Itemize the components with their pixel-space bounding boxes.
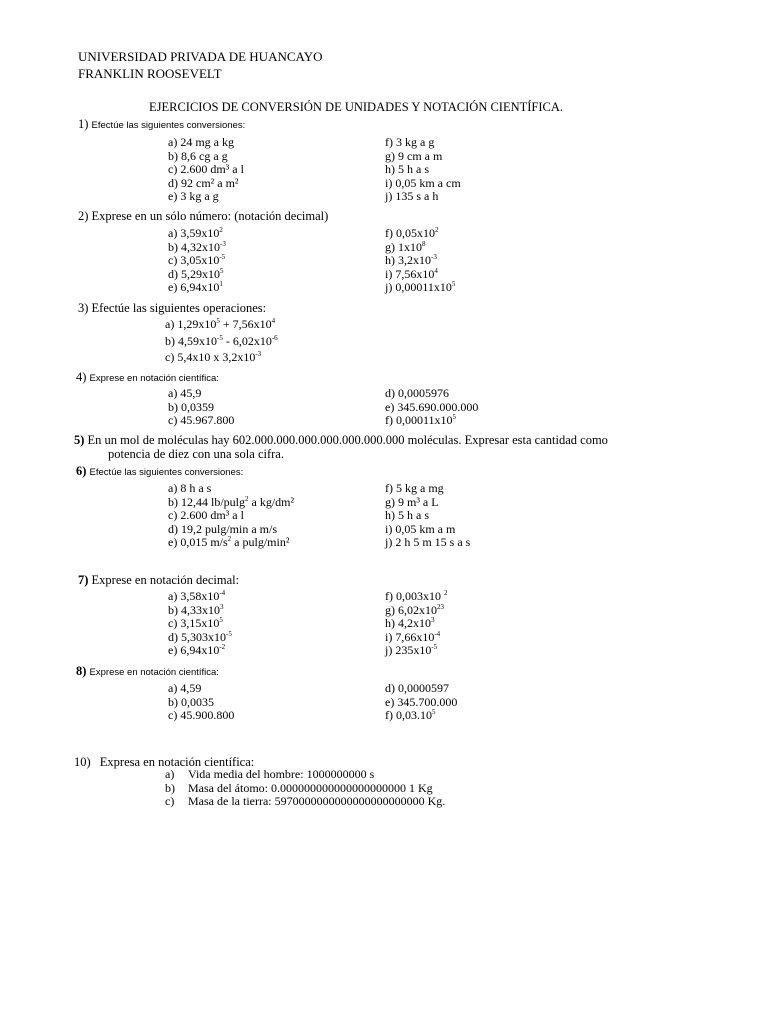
university-name: UNIVERSIDAD PRIVADA DE HUANCAYO (78, 49, 323, 64)
list-item (385, 509, 429, 523)
item-text: a) 45,9 (168, 386, 202, 400)
list-item (165, 351, 261, 365)
list-item (385, 496, 439, 510)
item-text: a) (165, 767, 175, 781)
item-text: h) 3,2x10 (385, 253, 431, 268)
question-number: 6) (76, 464, 87, 478)
item-text: d) 19,2 pulg/min a m/s (168, 521, 277, 536)
list-item (168, 509, 244, 523)
item-text: a) 4,59 (168, 681, 202, 695)
question-8-heading (76, 664, 219, 680)
item-text: b) 4,33x10 (168, 602, 220, 617)
list-item (385, 482, 444, 496)
item-text: a) 3,59x10 (168, 226, 220, 240)
item-text: c) 3,05x10 (168, 253, 220, 268)
exponent: 3 (431, 616, 435, 625)
item-text: a kg/dm² (248, 494, 295, 509)
list-item (165, 768, 174, 782)
list-item (168, 150, 228, 164)
question-number: 5) (74, 433, 85, 447)
question-number: 2) (78, 209, 89, 223)
exponent: -5 (431, 643, 438, 652)
list-item (385, 536, 470, 550)
list-item (168, 136, 234, 150)
item-text: c) 45.967.800 (168, 413, 235, 428)
list-item (385, 241, 426, 255)
question-3-heading (78, 301, 266, 315)
question-7-heading (78, 573, 239, 587)
item-text: Vida media del hombre: 1000000000 s (188, 767, 375, 781)
item-text: c) 5,4x10 x 3,2x10 (165, 350, 256, 364)
list-item (168, 709, 234, 723)
list-item (168, 177, 239, 191)
item-text: d) 5,303x10 (168, 629, 226, 644)
item-text: e) 345.690.000.000 (385, 399, 479, 414)
item-text: a pulg/min² (231, 535, 290, 550)
school-name: FRANKLIN ROOSEVELT (78, 66, 222, 81)
list-item (188, 782, 433, 796)
list-item (385, 254, 437, 268)
item-text: d) 0,0005976 (385, 386, 449, 400)
list-item (385, 604, 444, 618)
list-item (168, 696, 214, 710)
item-text: h) 4,2x10 (385, 616, 431, 631)
item-text: b) 4,59x10 (165, 333, 217, 348)
item-text: a) 3,58x10 (168, 589, 220, 603)
item-text: f) 3 kg a g (385, 135, 435, 149)
list-item (385, 709, 436, 723)
item-text: i) 0,05 km a m (385, 521, 456, 536)
exponent: -5 (219, 253, 226, 262)
list-item (168, 496, 294, 510)
list-item (165, 795, 174, 809)
item-text: f) 5 kg a mg (385, 481, 444, 495)
item-text: g) 9 m³ a L (385, 494, 439, 509)
list-item (188, 768, 374, 782)
item-text: g) 9 cm a m (385, 148, 443, 163)
exponent: 2 (227, 535, 232, 544)
list-item (168, 682, 201, 696)
question-number: 1) (78, 117, 89, 131)
list-item (385, 617, 435, 631)
item-text: a) 24 mg a kg (168, 135, 234, 149)
item-text: h) 5 h a s (385, 162, 429, 177)
exponent: 5 (220, 266, 224, 275)
item-text: e) 0,015 m/s (168, 535, 228, 550)
list-item (385, 177, 461, 191)
question-text: Exprese en notación científica: (89, 667, 219, 678)
exponent: 2 (219, 226, 223, 234)
item-text: b) 8,6 cg a g (168, 148, 228, 163)
item-text: i) 7,66x10 (385, 629, 435, 644)
item-text: c) 2.600 dm³ a l (168, 162, 244, 177)
item-text: d) 92 cm² a m² (168, 175, 239, 190)
question-2-heading (78, 209, 328, 223)
exponent: 5 (432, 708, 436, 717)
question-5-line-2: potencia de diez con una sola cifra. (108, 447, 284, 461)
item-text: d) 0,0000597 (385, 681, 449, 695)
item-text: h) 5 h a s (385, 508, 429, 523)
question-number: 8) (76, 664, 87, 678)
item-text: d) 5,29x10 (168, 266, 220, 281)
list-item (168, 482, 211, 496)
list-item (385, 696, 457, 710)
list-item (168, 281, 223, 295)
item-text: b) 12,44 lb/pulg (168, 494, 245, 509)
exponent: -5 (217, 333, 223, 342)
list-item (385, 414, 456, 428)
exponent: -6 (271, 333, 278, 342)
question-4-heading (76, 370, 219, 386)
list-item (168, 401, 214, 415)
list-item (168, 414, 234, 428)
question-number: 7) (78, 573, 89, 587)
item-text: c) 45.900.800 (168, 708, 235, 723)
item-text: Masa del átomo: 0.000000000000000000000 1 Kg (188, 780, 433, 795)
list-item (165, 782, 175, 796)
item-text: j) 135 s a h (385, 189, 439, 204)
list-item (385, 150, 442, 164)
list-item (385, 682, 449, 696)
question-text: Expresa en notación científica: (99, 755, 255, 769)
question-text: En un mol de moléculas hay 602.000.000.000.000.000.000.000 moléculas. Expresar esta cantidad como (87, 433, 608, 447)
exponent: -3 (255, 350, 262, 358)
list-item (385, 401, 478, 415)
question-text: Exprese en un sólo número: (notación decimal) (91, 209, 329, 223)
item-text: c) 2.600 dm³ a l (168, 508, 244, 523)
item-text: f) 0,03.10 (385, 708, 432, 723)
list-item (165, 335, 278, 349)
question-1-heading (78, 117, 245, 133)
exponent: 5 (451, 280, 456, 289)
list-item (168, 241, 226, 255)
item-text: e) 345.700.000 (385, 694, 458, 709)
item-text: b) 0,0035 (168, 694, 214, 709)
list-item (385, 190, 438, 204)
item-text: a) 8 h a s (168, 481, 212, 495)
exponent: -2 (219, 643, 226, 652)
item-text: i) 0,05 km a cm (385, 175, 461, 190)
item-text: f) 0,003x10 (385, 589, 444, 603)
list-item (165, 318, 275, 332)
item-text: b) 4,32x10 (168, 239, 220, 254)
question-text: Efectúe las siguientes conversiones: (89, 467, 244, 478)
item-text: f) 0,05x10 (385, 226, 435, 240)
list-item (168, 604, 224, 618)
item-text: + 7,56x10 (219, 317, 272, 331)
question-text: Efectúe las siguientes conversiones: (91, 120, 246, 131)
exponent: 2 (444, 589, 448, 597)
item-text: i) 7,56x10 (385, 266, 435, 281)
item-text: b) (165, 780, 175, 795)
question-5-line-1 (74, 433, 608, 447)
item-text: g) 6,02x10 (385, 602, 437, 617)
exponent: 8 (422, 239, 426, 248)
item-text: j) 235x10 (385, 643, 432, 658)
item-text: e) 3 kg a g (168, 189, 219, 204)
item-text: Masa de la tierra: 5970000000000000000000000 Kg. (188, 794, 446, 809)
question-6-heading (76, 464, 243, 480)
list-item (385, 281, 455, 295)
list-item (168, 617, 223, 631)
question-text: Exprese en notación científica: (89, 373, 219, 384)
list-item (385, 163, 429, 177)
list-item (168, 590, 225, 604)
exponent: -3 (431, 253, 437, 262)
question-number: 10) (74, 755, 91, 769)
item-text: b) 0,0359 (168, 399, 214, 414)
exponent: 5 (452, 413, 457, 422)
question-text: Exprese en notación decimal: (91, 573, 240, 587)
list-item (168, 268, 224, 282)
item-text: j) 0,00011x10 (385, 280, 452, 295)
list-item (168, 387, 201, 401)
exponent: 23 (437, 602, 444, 611)
worksheet-title: EJERCICIOS DE CONVERSIÓN DE UNIDADES Y NOTACIÓN CIENTÍFICA. (149, 100, 564, 114)
list-item (385, 631, 440, 645)
list-item (168, 190, 219, 204)
list-item (168, 254, 225, 268)
list-item (168, 536, 289, 550)
list-item (168, 644, 225, 658)
item-text: j) 2 h 5 m 15 s a s (385, 535, 471, 550)
question-text: Efectúe las siguientes operaciones: (91, 301, 267, 315)
list-item (385, 387, 449, 401)
list-item (168, 227, 223, 241)
list-item (385, 136, 434, 150)
item-text: c) 3,15x10 (168, 616, 220, 631)
exponent: -3 (220, 239, 226, 248)
list-item (168, 631, 232, 645)
item-text: f) 0,00011x10 (385, 413, 453, 428)
exponent: 4 (271, 317, 276, 325)
list-item (168, 523, 277, 537)
item-text: e) 6,94x10 (168, 280, 220, 295)
exponent: 2 (245, 494, 249, 503)
exponent: 2 (435, 226, 439, 234)
exponent: -5 (226, 629, 232, 638)
list-item (385, 644, 437, 658)
question-number: 3) (78, 301, 89, 315)
exponent: 5 (219, 616, 223, 625)
list-item (385, 227, 439, 241)
list-item (188, 795, 445, 809)
item-text: - 6,02x10 (222, 333, 272, 348)
exponent: -4 (434, 629, 441, 638)
question-number: 4) (76, 370, 87, 384)
item-text: c) (165, 794, 175, 809)
list-item (385, 268, 438, 282)
exponent: -4 (219, 589, 226, 597)
list-item (385, 590, 448, 604)
list-item (168, 163, 244, 177)
exponent: 4 (434, 266, 438, 275)
exponent: 5 (216, 317, 220, 325)
list-item (385, 523, 455, 537)
item-text: g) 1x10 (385, 239, 422, 254)
exponent: 3 (220, 602, 224, 611)
item-text: a) 1,29x10 (165, 317, 217, 331)
exponent: 1 (219, 280, 223, 289)
item-text: e) 6,94x10 (168, 643, 220, 658)
